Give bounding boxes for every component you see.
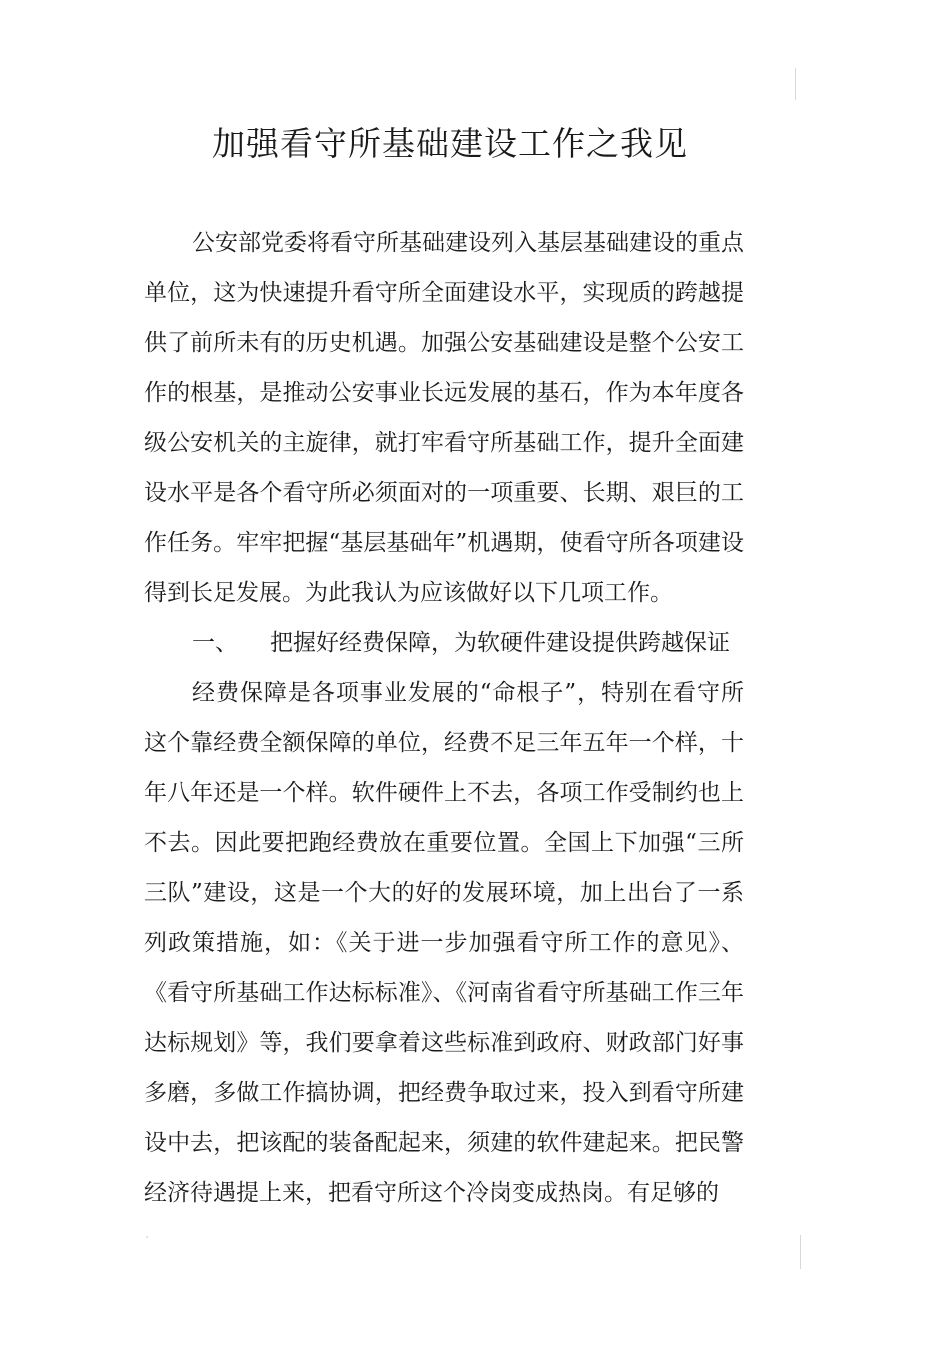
section-number: 一、 bbox=[192, 630, 238, 656]
page-speck bbox=[146, 1236, 148, 1238]
page-corner-mark-top bbox=[795, 68, 796, 100]
document-title: 加强看守所基础建设工作之我见 bbox=[212, 124, 688, 163]
section-heading bbox=[144, 618, 744, 668]
intro-paragraph: 公安部党委将看守所基础建设列入基层基础建设的重点单位，这为快速提升看守所全面建设水平，实现质的跨越提供了前所未有的历史机遇。加强公安基础建设是整个公安工作的根基，是推动公安事业长远发展的基石，作为本年度各级公安机关的主旋律，就打牢看守所基础工作，提升全面建设水平是各个看守所必须面对的一项重要、长期、艰巨的工作任务。牢牢把握“基层基础年”机遇期，使看守所各项建设得到长足发展。为此我认为应该做好以下几项工作。 bbox=[144, 230, 744, 606]
page-corner-mark-bottom bbox=[800, 1235, 801, 1269]
section-paragraph: 经费保障是各项事业发展的“命根子”，特别在看守所这个靠经费全额保障的单位，经费不足三年五年一个样，十年八年还是一个样。软件硬件上不去，各项工作受制约也上不去。因此要把跑经费放在重要位置。全国上下加强“三所三队”建设，这是一个大的好的发展环境，加上出台了一系列政策措施，如：《关于进一步加强看守所工作的意见》、《看守所基础工作达标标准》、《河南省看守所基础工作三年达标规划》等，我们要拿着这些标准到政府、财政部门好事多磨，多做工作搞协调，把经费争取过来，投入到看守所建设中去，把该配的装备配起来，须建的软件建起来。把民警经济待遇提上来，把看守所这个冷岗变成热岗。有足够的 bbox=[144, 680, 744, 1206]
section-heading-text: 把握好经费保障，为软硬件建设提供跨越保证 bbox=[270, 630, 730, 656]
document-body bbox=[144, 218, 744, 1218]
